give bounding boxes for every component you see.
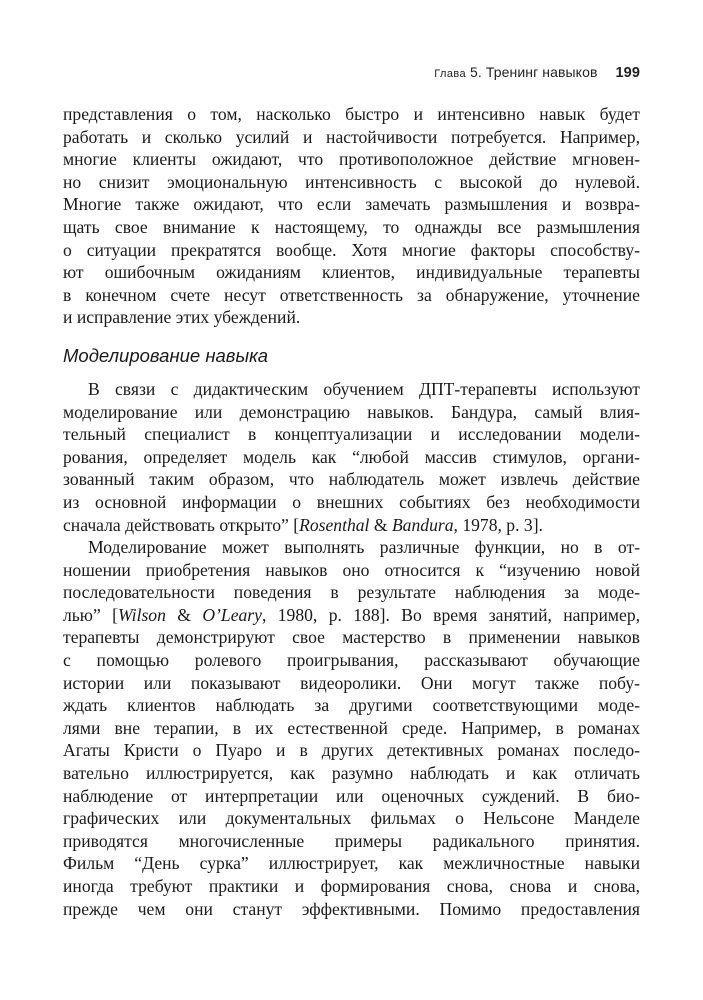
text-line: моделирование или демонстрацию навыков. Бандура, самый влия-: [63, 401, 640, 422]
text-line: иногда требуют практики и формирования снова, снова и снова,: [63, 876, 640, 896]
text-line: о ситуации прекратятся вообще. Хотя многие факторы способству-: [63, 239, 640, 260]
citation-line: [63, 604, 640, 627]
text-line: наблюдение от интерпретации или оценочных суждений. В био-: [63, 785, 640, 806]
text-line: истории или показывают видеоролики. Они могут также побу-: [63, 672, 640, 693]
citation-ampersand: &: [369, 514, 392, 535]
text-line: с помощью ролевого проигрывания, рассказывают обучающие: [63, 650, 640, 671]
text-line: работать и сколько усилий и настойчивости потребуется. Например,: [63, 126, 640, 147]
text-line: многие клиенты ожидают, что противоположное действие мгновен-: [63, 149, 640, 170]
text-line: приводятся многочисленные примеры радикального принятия.: [63, 830, 640, 851]
text-line: лями вне терапии, в их естественной среде. Например, в романах: [63, 717, 640, 738]
running-header: [63, 64, 640, 81]
body-text: [63, 103, 640, 920]
text-line: прежде чем они станут эффективными. Помимо предоставления: [63, 898, 640, 919]
citation-lead-text: лью” [: [63, 604, 118, 625]
chapter-label: Глава: [434, 68, 466, 80]
text-line: В связи с дидактическим обучением ДПТ-терапевты используют: [88, 378, 640, 399]
text-line: Агаты Кристи о Пуаро и в других детективных романах последо-: [63, 740, 640, 761]
text-line: из основной информации о внешних событиях без необходимости: [63, 491, 640, 512]
text-line: представления о том, насколько быстро и интенсивно навык будет: [63, 104, 640, 124]
section-heading: Моделирование навыка: [63, 344, 269, 366]
citation-line: [63, 514, 640, 537]
text-line: Моделирование может выполнять различные функции, но в от-: [88, 537, 640, 558]
paragraph-2: [63, 378, 640, 536]
chapter-title: 5. Тренинг навыков: [469, 64, 598, 80]
text-line: зованный таким образом, что наблюдатель может извлечь действие: [63, 469, 640, 490]
text-line: рования, определяет модель как “любой массив стимулов, органи-: [63, 446, 640, 467]
text-line: ждать клиентов наблюдать за другими соответствующими моде-: [63, 695, 640, 716]
text-line: последовательности поведения в результате наблюдения за моде-: [63, 582, 640, 603]
text-line: тельный специалист в концептуализации и исследовании модели-: [63, 424, 640, 445]
citation-lead-text: сначала действовать открыто” [: [63, 514, 300, 535]
page-number: 199: [615, 65, 640, 81]
text-line: но снизит эмоциональную интенсивность с высокой до нулевой.: [63, 171, 640, 192]
citation-author: Bandura: [391, 514, 454, 535]
citation-tail-text: , 1980, p. 188]. Во время занятий, например,: [261, 604, 641, 625]
text-line: ют ошибочным ожиданиям клиентов, индивидуальные терапевты: [63, 262, 640, 283]
citation-author: Wilson: [118, 604, 166, 625]
text-line: Фильм “День сурка” иллюстрирует, как межличностные навыки: [63, 853, 640, 874]
paragraph-3: [63, 536, 640, 920]
text-line: графических или документальных фильмах о Нельсоне Манделе: [63, 808, 640, 829]
citation-tail-text: , 1978, p. 3].: [453, 514, 543, 535]
citation-ampersand: &: [165, 604, 203, 625]
text-line: терапевты демонстрируют свое мастерство в применении навыков: [63, 627, 640, 648]
text-line: и исправление этих убеждений.: [63, 307, 301, 328]
paragraph-1: [63, 103, 640, 329]
text-line: в конечном счете несут ответственность за обнаружение, уточнение: [63, 284, 640, 305]
text-line: ношении приобретения навыков оно относится к “изучению новой: [63, 559, 640, 580]
citation-author: Rosenthal: [299, 514, 370, 535]
text-line: вательно иллюстрируется, как разумно наблюдать и как отличать: [63, 763, 640, 784]
text-line: Многие также ожидают, что если замечать размышления и возвра-: [63, 194, 640, 215]
citation-author: O’Leary: [202, 604, 262, 625]
text-line: щать свое внимание к настоящему, то однажды все размышления: [63, 216, 640, 237]
